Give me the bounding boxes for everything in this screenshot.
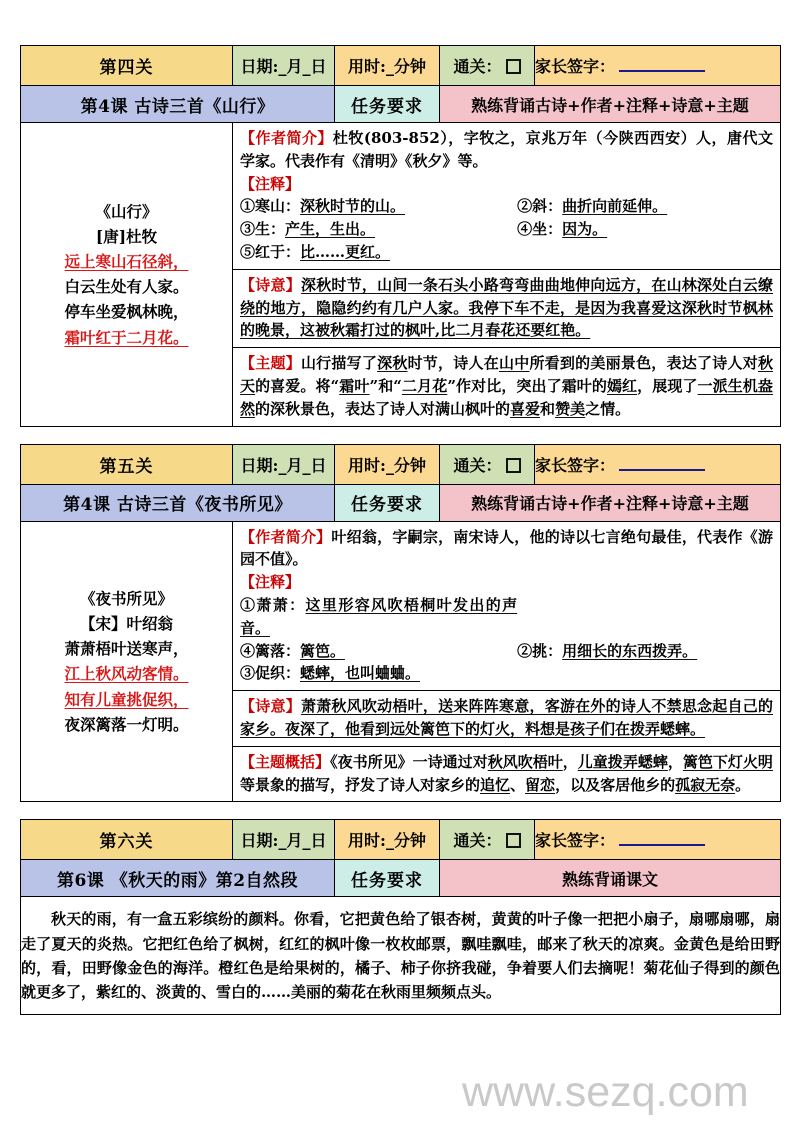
level-name-cell: 第六关 [21, 820, 233, 860]
note-definition: 深秋时节的山。 [300, 197, 406, 216]
note-item: ③促织：蟋蟀，也叫蛐蛐。 [240, 664, 421, 683]
section-spacer-row [21, 426, 781, 444]
section-spacer-row [21, 802, 781, 820]
note-item: ②斜：曲折向前延伸。 [517, 197, 668, 216]
pass-label: 通关： [453, 57, 502, 76]
note-definition: 这里形容风吹梧桐叶发出的声音。 [240, 595, 518, 637]
note-definition: 用细长的东西拨弄。 [562, 641, 698, 660]
note-item: ④篱落：篱笆。 [240, 641, 346, 660]
author-intro-tag: 【作者简介】 [240, 129, 333, 147]
level-name-cell: 第五关 [21, 444, 233, 484]
theme-keyword: 赞美 [555, 399, 586, 418]
poem-theme-paragraph: 【主题概括】《夜书所见》一诗通过对秋风吹梧叶，儿童拨弄蟋蟀，篱笆下灯火明等景象的描写，抒发了诗人对家乡的追忆、留恋，以及客居他乡的孤寂无奈。 [240, 752, 773, 794]
signature-blank-line[interactable] [619, 58, 705, 72]
lesson-title-cell: 第4课 古诗三首《夜书所见》 [21, 484, 335, 521]
signature-label: 家长签字： [535, 57, 616, 76]
notes-tag-paragraph [240, 571, 773, 594]
time-field-cell[interactable]: 用时:_分钟 [335, 820, 440, 860]
date-field-cell[interactable]: 日期:_月_日 [233, 820, 335, 860]
pass-label: 通关： [453, 455, 502, 475]
signature-label: 家长签字： [535, 831, 616, 851]
note-row [240, 241, 773, 264]
pass-checkbox-cell[interactable] [440, 444, 535, 484]
note-item: ⑤红于：比……更红。 [240, 242, 391, 261]
date-field-cell[interactable]: 日期:_月_日 [233, 444, 335, 484]
pass-checkbox-cell[interactable] [440, 820, 535, 860]
task-requirement-cell: 熟练背诵古诗+作者+注释+诗意+主题 [440, 86, 781, 123]
theme-keyword: 霜叶 [339, 376, 370, 395]
poem-meaning-text: 萧萧秋风吹动梧叶，送来阵阵寒意，客游在外的诗人不禁思念起自己的家乡。夜深了，他看到远处篱笆下的灯火，料想是孩子们在拨弄蟋蟀。 [240, 697, 773, 738]
theme-keyword: 秋天 [240, 354, 773, 395]
parent-signature-cell[interactable] [535, 46, 781, 86]
poem-meaning-paragraph [240, 695, 773, 741]
author-intro-paragraph: 【作者简介】杜牧(803-852），字牧之，京兆万年（今陕西西安）人，唐代文学家。代表作有《清明》《秋夕》等。 [240, 129, 773, 170]
theme-keyword: 深秋 [377, 354, 408, 373]
theme-keyword: 嫣红 [606, 376, 638, 395]
note-row [240, 195, 773, 218]
checkbox-icon[interactable] [506, 59, 521, 74]
worksheet-table [20, 45, 781, 1015]
passage-row [21, 897, 781, 1015]
task-requirement-cell: 熟练背诵课文 [440, 860, 781, 897]
theme-keyword: 二月花 [401, 376, 448, 395]
author-intro-tag: 【作者简介】 [240, 527, 332, 546]
poem-meaning-text: 深秋时节，山间一条石头小路弯弯曲曲地伸向远方，在山林深处白云缭绕的地方，隐隐约约有几户人家。我停下车不走，是因为我喜爱这深秋时节枫林的晚景，这被秋霜打过的枫叶,比二月春花还要红艳。 [240, 275, 773, 340]
poem-line-4: 夜深篱落一灯明。 [64, 714, 189, 734]
lesson-title-cell: 第4课 古诗三首《山行》 [21, 86, 335, 123]
worksheet-page [20, 45, 780, 1015]
level-header-row [21, 444, 781, 484]
time-field-cell[interactable]: 用时:_分钟 [335, 46, 440, 86]
notes-tag: 【注释】 [240, 174, 301, 193]
poem-line-2: 江上秋风动客情。 [64, 664, 189, 684]
poem-theme-tag: 【主题概括】 [240, 752, 331, 771]
task-label-cell: 任务要求 [335, 484, 440, 521]
task-requirement-cell: 熟练背诵古诗+作者+注释+诗意+主题 [440, 484, 781, 521]
pass-checkbox-cell[interactable] [440, 46, 535, 86]
level-name-cell: 第四关 [21, 46, 233, 86]
author-notes-block [233, 522, 780, 692]
poem-line-4: 霜叶红于二月花。 [64, 327, 189, 347]
poem-theme-paragraph: 【主题】山行描写了深秋时节，诗人在山中所看到的美丽景色，表达了诗人对秋天的喜爱。将“霜叶”和“二月花”作对比，突出了霜叶的嫣红，展现了一派生机盎然的深秋景色，表达了诗人对满山枫叶的喜爱和赞美之情。 [240, 354, 773, 418]
poem-line-3: 知有儿童挑促织， [64, 689, 189, 709]
poem-cell [21, 521, 233, 802]
poem-line-2: 白云生处有人家。 [64, 277, 189, 297]
notes-tag: 【注释】 [240, 573, 301, 592]
poem-meaning-paragraph [240, 274, 773, 342]
note-item: ①寒山：深秋时节的山。 [240, 197, 406, 216]
note-row [240, 594, 773, 640]
lesson-title-cell: 第6课 《秋天的雨》第2自然段 [21, 860, 335, 897]
theme-keyword: 一派生机盎然 [240, 376, 773, 418]
signature-blank-line[interactable] [619, 457, 705, 471]
poem-title: 《山行》 [95, 201, 158, 221]
poem-meaning-tag: 【诗意】 [240, 275, 301, 294]
author-intro-paragraph: 【作者简介】叶绍翁，字嗣宗，南宋诗人，他的诗以七言绝句最佳，代表作《游园不值》。 [240, 527, 773, 569]
theme-keyword: 山中 [498, 354, 530, 373]
poem-cell [21, 123, 233, 427]
pass-label: 通关： [453, 831, 502, 851]
task-label-cell: 任务要求 [335, 86, 440, 123]
poem-meaning-block [233, 270, 780, 348]
date-field-cell[interactable]: 日期:_月_日 [233, 46, 335, 86]
note-definition: 蟋蟀，也叫蛐蛐。 [300, 664, 421, 683]
poem-theme-tag: 【主题】 [240, 354, 301, 373]
note-definition: 因为。 [562, 220, 608, 239]
parent-signature-cell[interactable] [535, 444, 781, 484]
theme-keyword: 儿童拨弄蟋蟀 [577, 752, 668, 771]
poem-line-1: 远上寒山石径斜， [64, 252, 189, 272]
checkbox-icon[interactable] [506, 458, 521, 473]
poem-content-cell [233, 123, 781, 427]
passage-paragraph: 秋天的雨，有一盒五彩缤纷的颜料。你看，它把黄色给了银杏树，黄黄的叶子像一把把小扇子，扇哪扇哪，扇走了夏天的炎热。它把红色给了枫树，红红的枫叶像一枚枚邮票，飘哇飘哇，邮来了秋天的凉爽。金黄色是给田野的，看，田野像金色的海洋。橙红色是给果树的，橘子、柿子你挤我碰，争着要人们去摘呢！菊花仙子得到的颜色就更多了，紫红的、淡黄的、雪白的……美丽的菊花在秋雨里频频点头。 [21, 910, 780, 1002]
note-row [240, 662, 773, 685]
poem-title: 《夜书所见》 [79, 589, 173, 609]
note-definition: 比……更红。 [300, 242, 391, 261]
note-item: ④坐：因为。 [517, 220, 608, 239]
poem-line-3: 停车坐爱枫林晚， [64, 302, 189, 322]
note-row [240, 640, 773, 663]
signature-blank-line[interactable] [619, 832, 705, 846]
section-spacer [21, 426, 781, 444]
section-spacer [21, 802, 781, 820]
lesson-header-row [21, 484, 781, 521]
note-definition: 产生，生出。 [285, 220, 376, 239]
notes-tag-paragraph [240, 173, 773, 196]
author-notes-block [233, 123, 780, 270]
poem-author: 【宋】叶绍翁 [79, 614, 173, 634]
level-header-row [21, 46, 781, 86]
poem-body-row [21, 521, 781, 802]
theme-keyword: 秋风吹梧叶 [487, 752, 563, 771]
lesson-header-row [21, 86, 781, 123]
level-header-row [21, 820, 781, 860]
note-item: ③生：产生，生出。 [240, 220, 376, 239]
poem-line-1: 萧萧梧叶送寒声， [64, 639, 189, 659]
time-field-cell[interactable]: 用时:_分钟 [335, 444, 440, 484]
task-label-cell: 任务要求 [335, 860, 440, 897]
poem-content-cell [233, 521, 781, 802]
checkbox-icon[interactable] [506, 833, 521, 848]
note-item: ①萧萧：这里形容风吹梧桐叶发出的声音。 [240, 595, 518, 637]
note-row [240, 218, 773, 241]
poem-theme-block [233, 348, 780, 425]
poem-body-row [21, 123, 781, 427]
note-item: ②挑：用细长的东西拨弄。 [517, 641, 698, 660]
passage-cell [21, 897, 781, 1015]
parent-signature-cell[interactable] [535, 820, 781, 860]
theme-keyword: 留恋 [525, 775, 556, 794]
signature-label: 家长签字： [535, 455, 616, 475]
theme-keyword: 喜爱 [510, 399, 541, 418]
lesson-header-row [21, 860, 781, 897]
note-definition: 曲折向前延伸。 [562, 197, 668, 216]
poem-theme-block [233, 747, 780, 802]
poem-author: [唐]杜牧 [95, 227, 158, 247]
poem-meaning-block [233, 691, 780, 747]
note-definition: 篱笆。 [300, 641, 346, 660]
poem-meaning-tag: 【诗意】 [240, 697, 301, 716]
site-watermark: www.sezq.com [462, 1068, 749, 1116]
theme-keyword: 篱笆下灯火明 [682, 752, 773, 771]
theme-keyword: 追忆 [480, 775, 511, 794]
theme-keyword: 孤寂无奈 [675, 775, 736, 794]
